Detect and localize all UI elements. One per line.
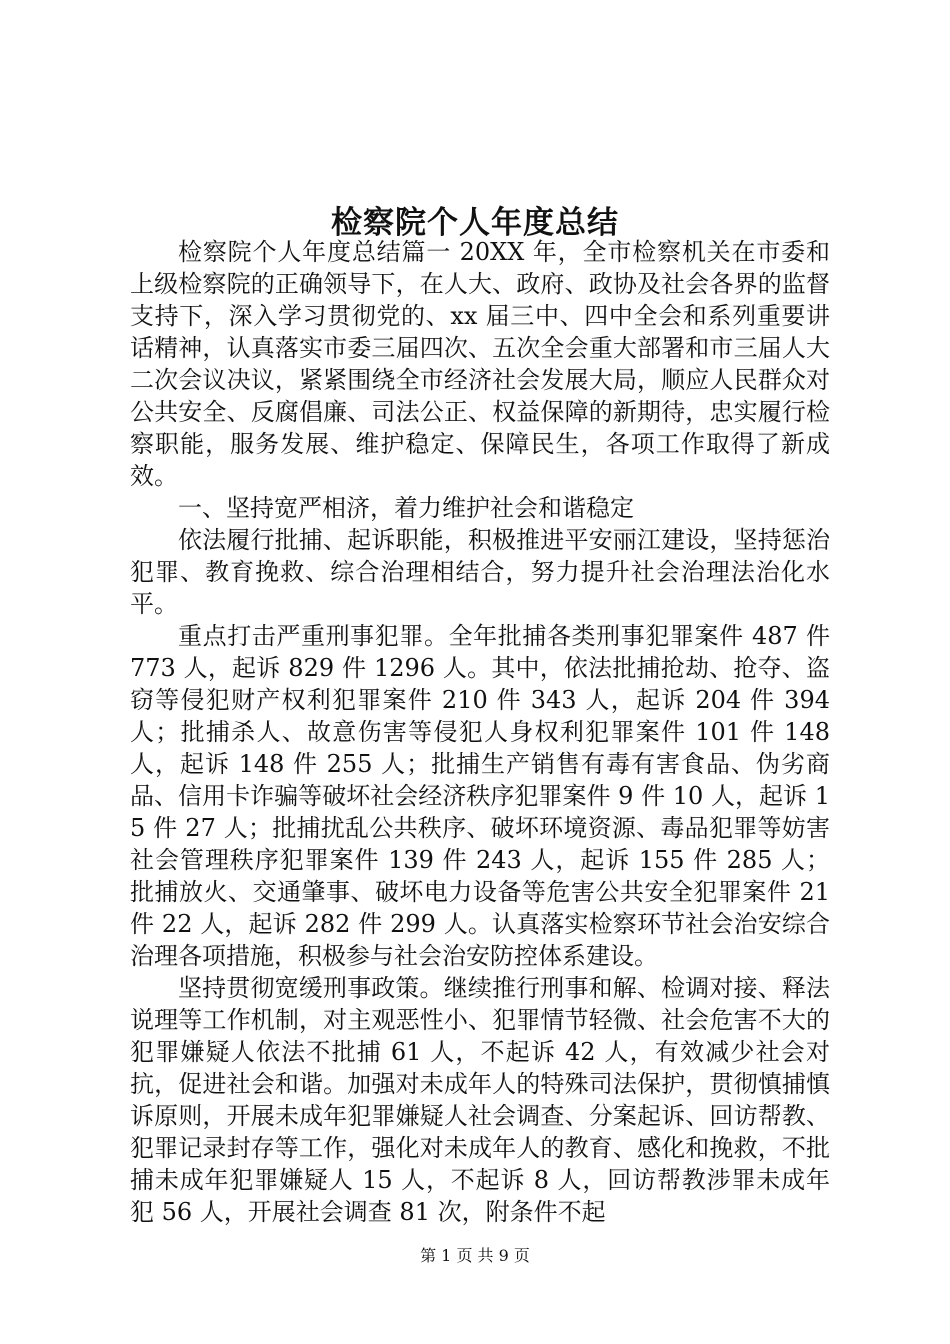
section-heading-1: 一、坚持宽严相济，着力维护社会和谐稳定 [178, 494, 634, 522]
document-body [130, 236, 830, 1228]
paragraph-lenient-policy: 坚持贯彻宽缓刑事政策。继续推行刑事和解、检调对接、释法说理等工作机制，对主观恶性小、犯罪情节轻微、社会危害不大的犯罪嫌疑人依法不批捕 61 人，不起诉 42 人，有效减少社会对抗，促进社会和谐。加强对未成年人的特殊司法保护，贯彻慎捕慎诉原则，开展未成年犯罪嫌疑人社会调查、分案起诉、回访帮教、犯罪记录封存等工作，强化对未成年人的教育、感化和挽救，不批捕未成年犯罪嫌疑人 15 人，不起诉 8 人，回访帮教涉罪未成年犯 56 人，开展社会调查 81 次，附条件不起 [130, 974, 830, 1226]
paragraph-intro: 检察院个人年度总结篇一 20XX 年，全市检察机关在市委和上级检察院的正确领导下，在人大、政府、政协及社会各界的监督支持下，深入学习贯彻党的、xx 届三中、四中全会和系列重要讲话精神，认真落实市委三届四次、五次全会重大部署和市三届人大二次会议决议，紧紧围绕全市经济社会发展大局，顺应人民群众对公共安全、反腐倡廉、司法公正、权益保障的新期待，忠实履行检察职能，服务发展、维护稳定、保障民生，各项工作取得了新成效。 [130, 238, 830, 490]
page-footer: 第 1 页 共 9 页 [420, 1246, 530, 1265]
paragraph-duties: 依法履行批捕、起诉职能，积极推进平安丽江建设，坚持惩治犯罪、教育挽救、综合治理相结合，努力提升社会治理法治化水平。 [130, 526, 830, 618]
paragraph-serious-crimes: 重点打击严重刑事犯罪。全年批捕各类刑事犯罪案件 487 件 773 人，起诉 829 件 1296 人。其中，依法批捕抢劫、抢夺、盗窃等侵犯财产权利犯罪案件 210 件 343 人，起诉 204 件 394 人；批捕杀人、故意伤害等侵犯人身权利犯罪案件 101 件 148 人，起诉 148 件 255 人；批捕生产销售有毒有害食品、伪劣商品、信用卡诈骗等破坏社会经济秩序犯罪案件 9 件 10 人，起诉 15 件 27 人；批捕扰乱公共秩序、破坏环境资源、毒品犯罪等妨害社会管理秩序犯罪案件 139 件 243 人，起诉 155 件 285 人；批捕放火、交通肇事、破坏电力设备等危害公共安全犯罪案件 21 件 22 人，起诉 282 件 299 人。认真落实检察环节社会治安综合治理各项措施，积极参与社会治安防控体系建设。 [130, 622, 830, 970]
document-title: 检察院个人年度总结 [331, 204, 619, 241]
